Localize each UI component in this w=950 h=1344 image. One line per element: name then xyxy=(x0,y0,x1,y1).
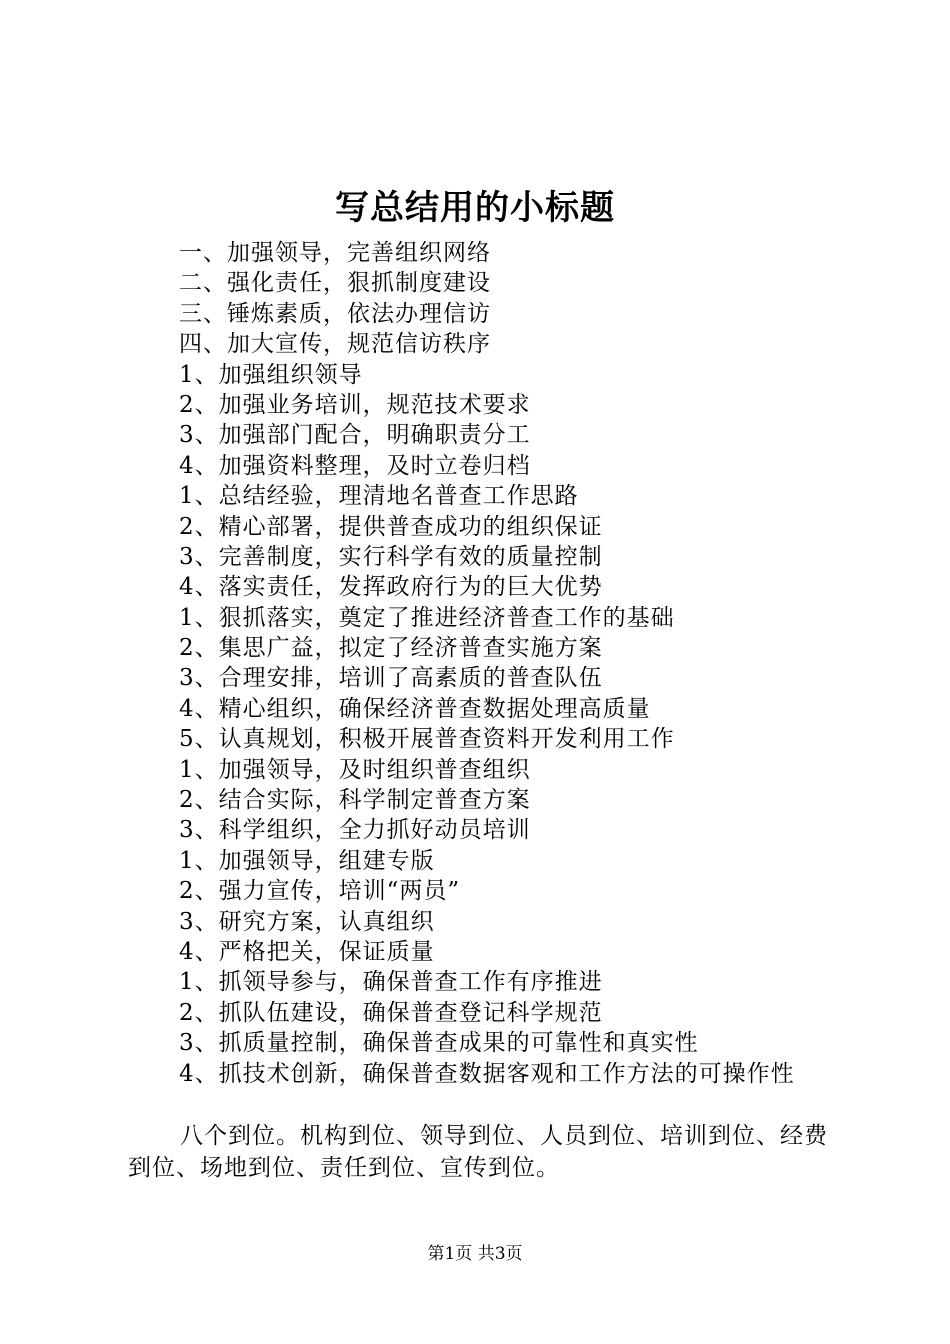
closing-paragraph: 八个到位。机构到位、领导到位、人员到位、培训到位、经费到位、场地到位、责任到位、宣传到位。 xyxy=(128,1123,828,1181)
list-item: 3、科学组织，全力抓好动员培训 xyxy=(179,817,531,844)
list-item: 二、强化责任，狠抓制度建设 xyxy=(179,270,491,297)
list-item: 4、抓技术创新，确保普查数据客观和工作方法的可操作性 xyxy=(179,1060,795,1087)
list-item: 1、狠抓落实，奠定了推进经济普查工作的基础 xyxy=(179,604,675,631)
list-item: 3、完善制度，实行科学有效的质量控制 xyxy=(179,543,603,570)
list-item: 2、加强业务培训，规范技术要求 xyxy=(179,391,531,418)
list-item: 5、认真规划，积极开展普查资料开发利用工作 xyxy=(179,726,675,753)
list-item: 4、精心组织，确保经济普查数据处理高质量 xyxy=(179,695,651,722)
list-item: 2、结合实际，科学制定普查方案 xyxy=(179,787,531,814)
list-item: 一、加强领导，完善组织网络 xyxy=(179,240,491,266)
list-item: 3、加强部门配合，明确职责分工 xyxy=(179,422,531,449)
list-item: 3、抓质量控制，确保普查成果的可靠性和真实性 xyxy=(179,1030,699,1057)
page-footer: 第1页 共3页 xyxy=(427,1244,523,1264)
list-item: 1、加强组织领导 xyxy=(179,361,363,388)
list-item: 2、强力宣传，培训“两员” xyxy=(179,878,461,905)
list-item: 3、研究方案，认真组织 xyxy=(179,908,435,935)
list-item: 三、锤炼素质，依法办理信访 xyxy=(179,300,491,327)
list-item: 1、总结经验，理清地名普查工作思路 xyxy=(179,483,579,510)
heading-list xyxy=(179,238,795,1089)
list-item: 4、严格把关，保证质量 xyxy=(179,938,435,965)
list-item: 1、抓领导参与，确保普查工作有序推进 xyxy=(179,969,603,996)
page-title: 写总结用的小标题 xyxy=(335,188,615,228)
list-item: 4、加强资料整理，及时立卷归档 xyxy=(179,452,531,479)
list-item: 1、加强领导，及时组织普查组织 xyxy=(179,756,531,783)
list-item: 2、抓队伍建设，确保普查登记科学规范 xyxy=(179,999,603,1026)
list-item: 1、加强领导，组建专版 xyxy=(179,847,435,874)
list-item: 2、集思广益，拟定了经济普查实施方案 xyxy=(179,635,603,662)
list-item: 3、合理安排，培训了高素质的普查队伍 xyxy=(179,665,603,692)
list-item: 四、加大宣传，规范信访秩序 xyxy=(179,331,491,358)
list-item: 4、落实责任，发挥政府行为的巨大优势 xyxy=(179,574,603,601)
list-item: 2、精心部署，提供普查成功的组织保证 xyxy=(179,513,603,540)
